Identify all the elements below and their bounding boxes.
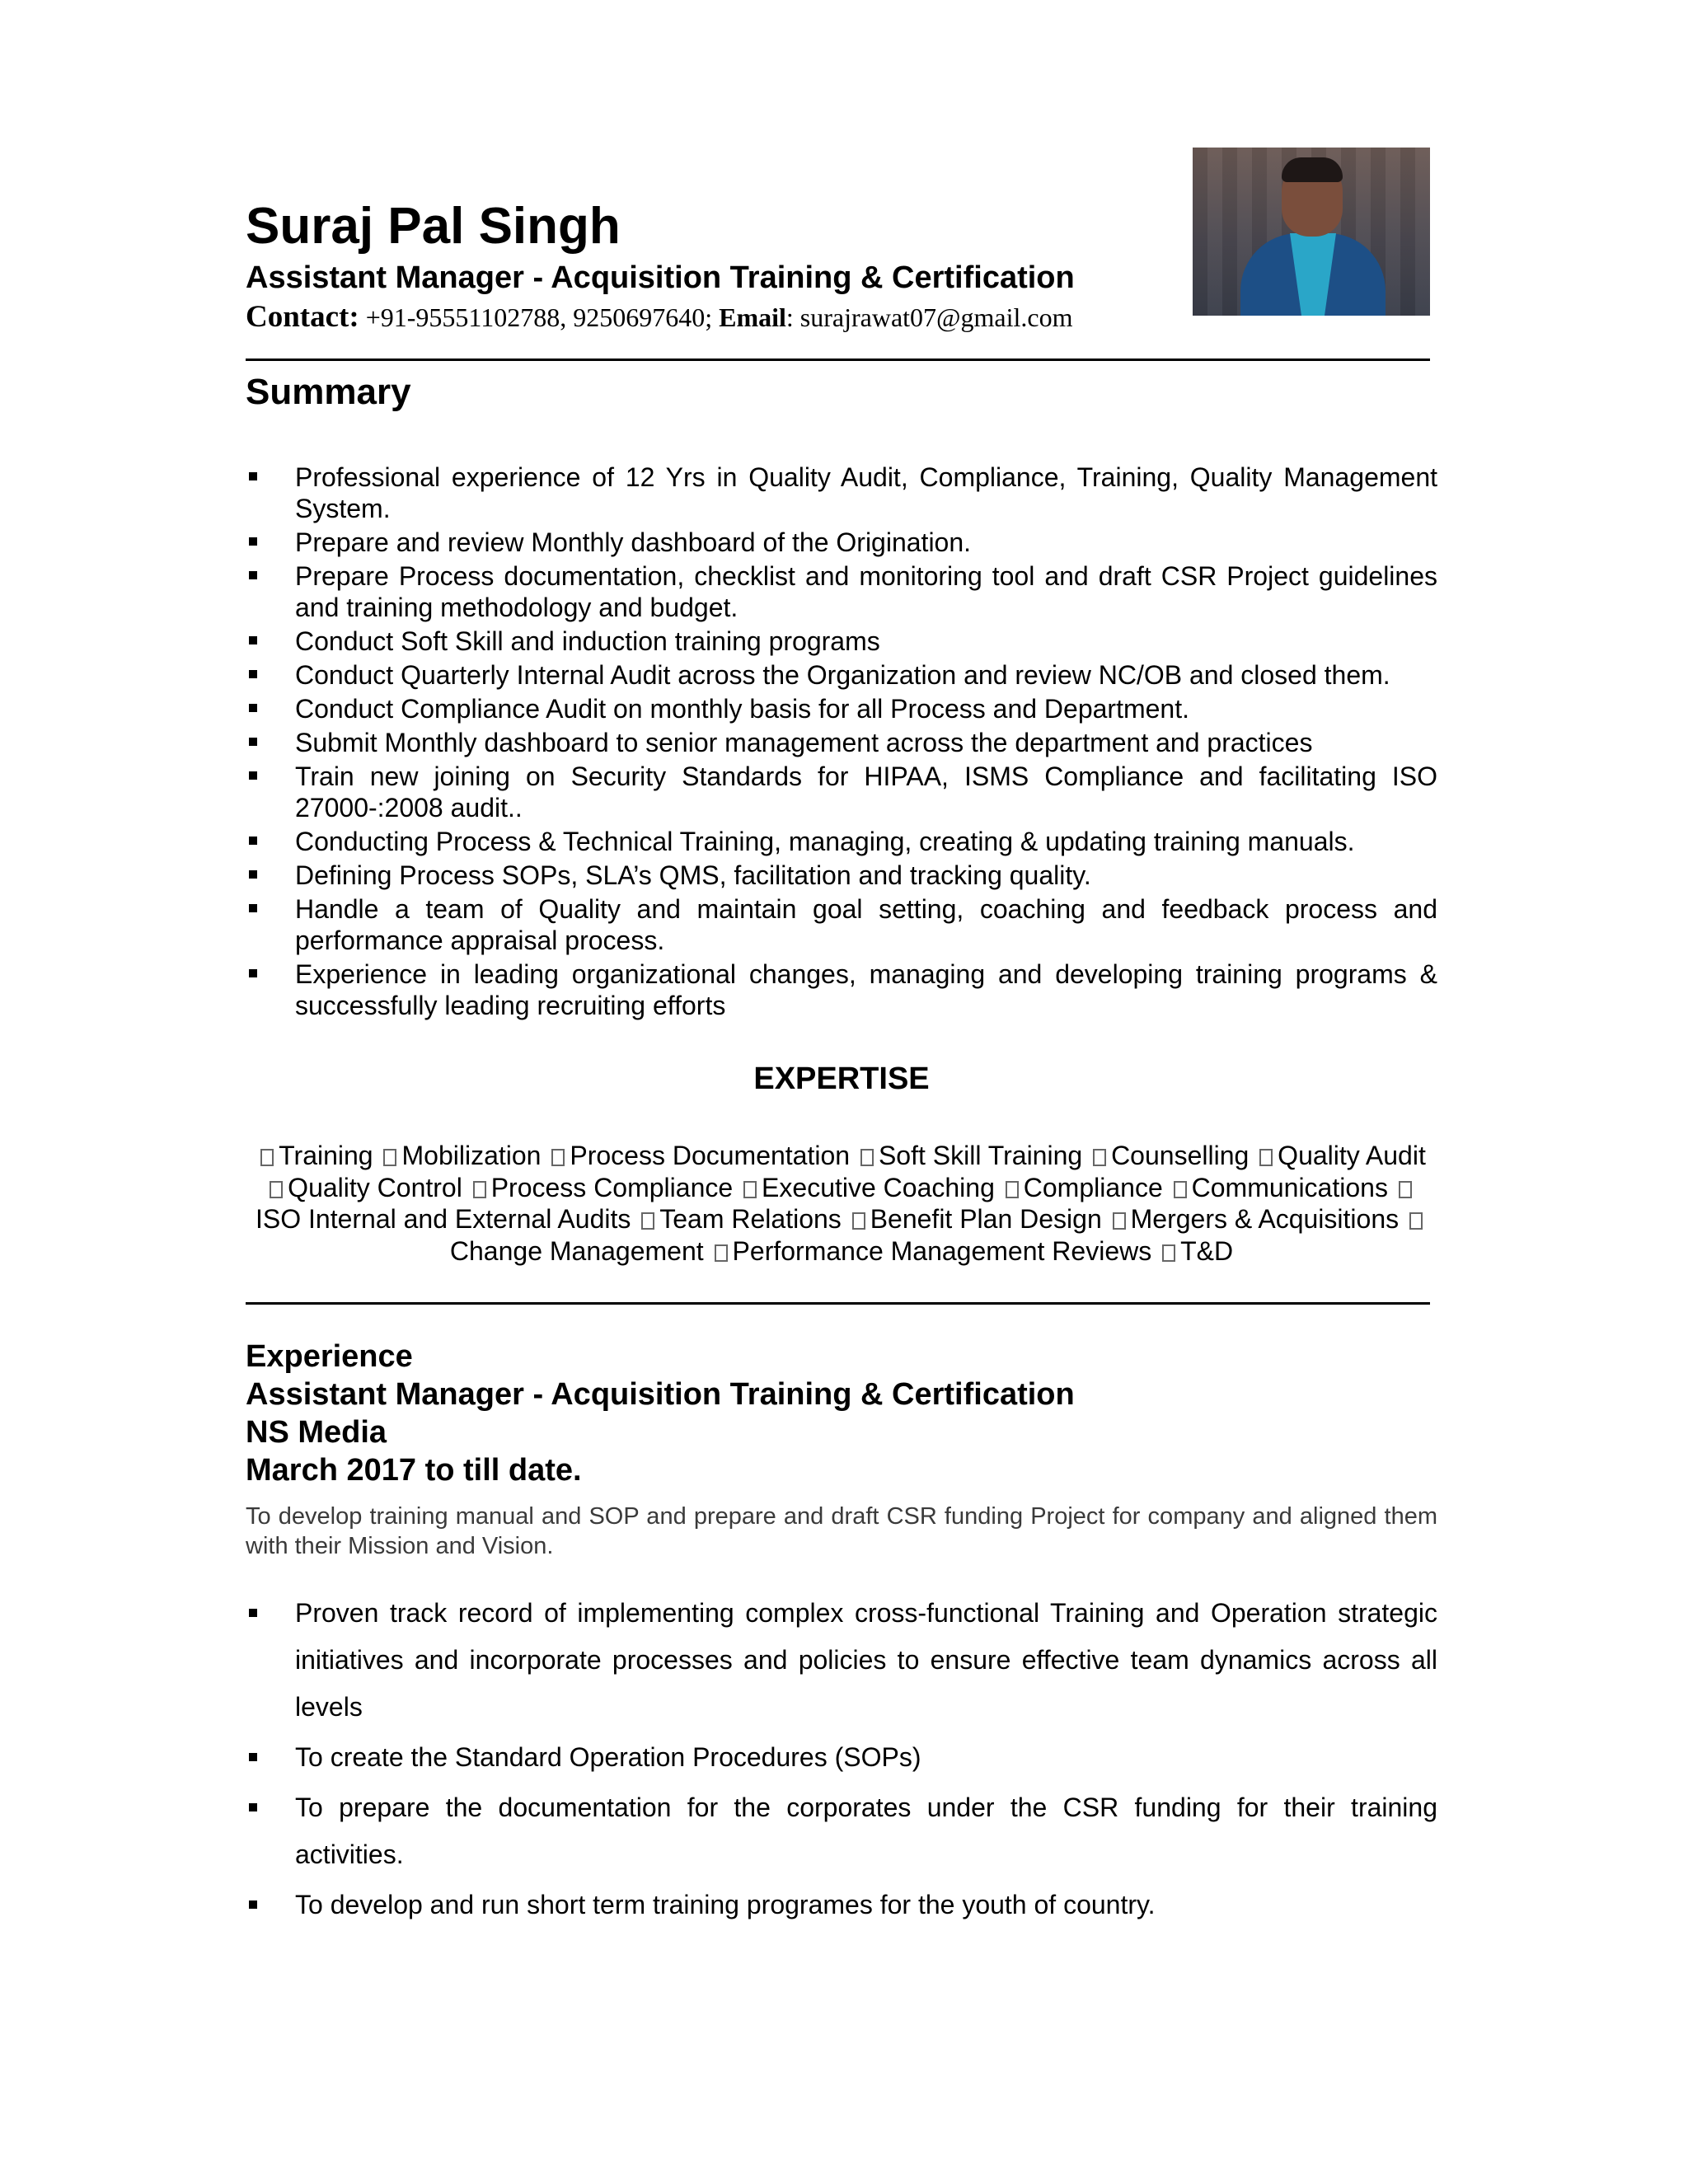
checkbox-glyph-icon [383,1149,396,1166]
expertise-item: Mergers & Acquisitions [1130,1204,1400,1234]
bullet-square-icon [249,670,257,678]
checkbox-glyph-icon [743,1181,757,1198]
expertise-item: Performance Management Reviews [732,1235,1152,1266]
experience-header [246,1338,1075,1489]
expertise-item: Benefit Plan Design [870,1204,1102,1234]
bullet-square-icon [249,969,257,977]
checkbox-glyph-icon [852,1212,865,1230]
expertise-item: Quality Control [288,1172,462,1202]
expertise-item: T&D [1180,1235,1234,1266]
experience-item: Proven track record of implementing complex cross-functional Training and Operation strategic initiatives and incorporate processes and policies to ensure effective team dynamics across all levels [246,1590,1437,1731]
bullet-square-icon [249,1900,257,1909]
checkbox-glyph-icon [1093,1149,1106,1166]
summary-item: Conduct Soft Skill and induction training programs [246,626,1437,657]
expertise-list [246,1140,1437,1267]
summary-item: Conduct Quarterly Internal Audit across the Organization and review NC/OB and closed them. [246,659,1437,691]
summary-item: Train new joining on Security Standards for HIPAA, ISMS Compliance and facilitating ISO 27000-:2008 audit.. [246,761,1437,823]
checkbox-glyph-icon [1006,1181,1019,1198]
bullet-square-icon [249,738,257,746]
checkbox-glyph-icon [1174,1181,1187,1198]
candidate-name: Suraj Pal Singh [246,198,621,255]
experience-title: Experience [246,1339,413,1374]
contact-email: : surajrawat07@gmail.com [785,302,1073,332]
expertise-item: Counselling [1111,1141,1250,1170]
checkbox-glyph-icon [1399,1181,1412,1198]
expertise-item: Quality Audit [1278,1141,1426,1170]
expertise-item: Communications [1191,1172,1388,1202]
expertise-title: EXPERTISE [753,1062,930,1096]
bullet-square-icon [249,636,257,644]
summary-title: Summary [246,372,411,412]
bullet-square-icon [249,1753,257,1761]
summary-item: Submit Monthly dashboard to senior management across the department and practices [246,727,1437,758]
expertise-item: Executive Coaching [762,1172,995,1202]
checkbox-glyph-icon [1113,1212,1126,1230]
checkbox-glyph-icon [473,1181,486,1198]
summary-item: Defining Process SOPs, SLA’s QMS, facilitation and tracking quality. [246,860,1437,891]
experience-list [246,1590,1437,1932]
header-divider [246,359,1430,361]
checkbox-glyph-icon [1409,1212,1423,1230]
expertise-item: Mobilization [401,1141,542,1170]
summary-list [246,462,1437,1024]
experience-role: Assistant Manager - Acquisition Training & Certification [246,1377,1075,1412]
contact-label: Contact: [246,300,359,334]
bullet-square-icon [249,537,257,546]
bullet-square-icon [249,472,257,480]
bullet-square-icon [249,571,257,579]
expertise-item: Training [279,1141,373,1170]
summary-item: Handle a team of Quality and maintain goal setting, coaching and feedback process and performance appraisal process. [246,893,1437,956]
summary-item: Prepare and review Monthly dashboard of the Origination. [246,527,1437,558]
checkbox-glyph-icon [860,1149,874,1166]
bullet-square-icon [249,837,257,845]
email-label: Email [719,302,786,332]
checkbox-glyph-icon [641,1212,654,1230]
expertise-item: Change Management [449,1235,704,1266]
bullet-square-icon [249,1803,257,1811]
checkbox-glyph-icon [1259,1149,1273,1166]
checkbox-glyph-icon [260,1149,274,1166]
expertise-item: ISO Internal and External Audits [255,1204,631,1234]
expertise-item: Soft Skill Training [878,1141,1083,1170]
bullet-square-icon [249,870,257,879]
bullet-square-icon [249,704,257,712]
expertise-item: Process Compliance [490,1172,734,1202]
summary-item: Conduct Compliance Audit on monthly basis for all Process and Department. [246,693,1437,724]
experience-period: March 2017 to till date. [246,1453,582,1488]
experience-item: To develop and run short term training programes for the youth of country. [246,1882,1437,1929]
experience-item: To create the Standard Operation Procedures (SOPs) [246,1734,1437,1781]
bullet-square-icon [249,771,257,780]
experience-description: To develop training manual and SOP and prepare and draft CSR funding Project for company and aligned them with their Mission and Vision. [246,1503,1437,1559]
expertise-divider [246,1302,1430,1305]
bullet-square-icon [249,1609,257,1617]
expertise-item: Team Relations [659,1204,842,1234]
expertise-item: Compliance [1023,1172,1163,1202]
checkbox-glyph-icon [551,1149,565,1166]
expertise-item: Process Documentation [570,1141,851,1170]
checkbox-glyph-icon [1162,1244,1175,1262]
experience-company: NS Media [246,1415,387,1450]
summary-item: Professional experience of 12 Yrs in Quality Audit, Compliance, Training, Quality Management System. [246,462,1437,524]
summary-item: Experience in leading organizational changes, managing and developing training programs & successfully leading recruiting efforts [246,958,1437,1021]
summary-item: Conducting Process & Technical Training, managing, creating & updating training manuals. [246,826,1437,857]
candidate-headline: Assistant Manager - Acquisition Training & Certification [246,260,1075,295]
checkbox-glyph-icon [270,1181,283,1198]
experience-item: To prepare the documentation for the corporates under the CSR funding for their training activities. [246,1784,1437,1878]
bullet-square-icon [249,904,257,912]
profile-photo [1193,148,1430,316]
checkbox-glyph-icon [715,1244,728,1262]
contact-line [246,300,1072,335]
contact-phones: +91-95551102788, 9250697640; [359,302,720,332]
summary-item: Prepare Process documentation, checklist and monitoring tool and draft CSR Project guidelines and training methodology and budget. [246,560,1437,623]
